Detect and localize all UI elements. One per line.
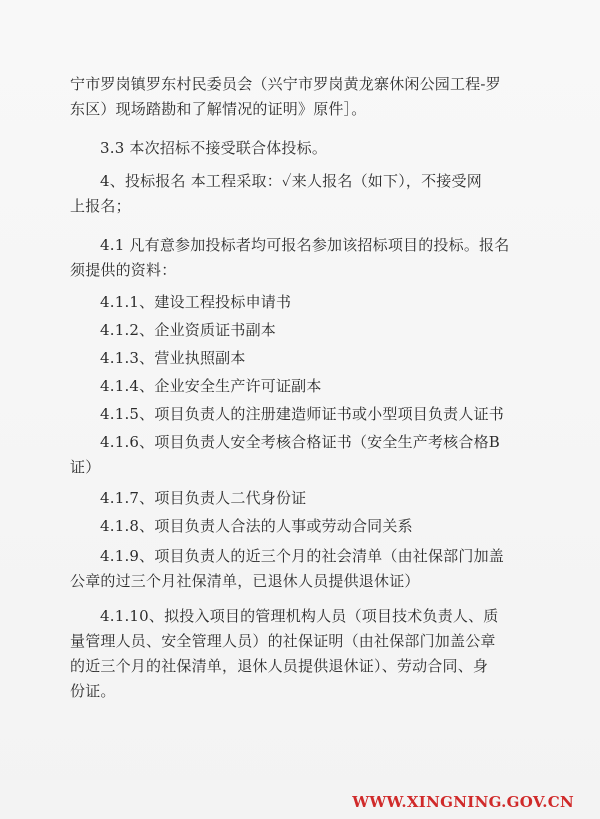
paragraph-site-proof (70, 72, 540, 122)
item-4-1-8 (70, 514, 540, 539)
text-line: 4.1.5、项目负责人的注册建造师证书或小型项目负责人证书 (100, 405, 504, 423)
text-line: 的近三个月的社保清单，退休人员提供退休证）、劳动合同、身 (70, 657, 489, 675)
text-line: 4.1.1、建设工程投标申请书 (100, 293, 292, 311)
item-4-1-1 (70, 290, 540, 315)
item-4-1-7 (70, 486, 540, 511)
footer-site-url: WWW.XINGNING.GOV.CN (352, 793, 574, 811)
item-4-1-9 (70, 544, 540, 594)
item-4-1-6 (70, 430, 540, 480)
text-line: 4.1.4、企业安全生产许可证副本 (100, 377, 322, 395)
text-line: 4、投标报名 本工程采取：✓来人报名（如下），不接受网 (100, 172, 482, 190)
text-line: 东区）现场踏勘和了解情况的证明》原件］。 (70, 100, 367, 118)
text-line: 4.1.6、项目负责人安全考核合格证书（安全生产考核合格B (100, 433, 500, 451)
paragraph-4 (70, 169, 540, 219)
text-line: 4.1.9、项目负责人的近三个月的社会清单（由社保部门加盖 (100, 547, 504, 565)
text-line: 须提供的资料： (70, 261, 177, 279)
paragraph-4-1 (70, 233, 540, 283)
text-line: 上报名； (70, 197, 131, 215)
text-line: 4.1.7、项目负责人二代身份证 (100, 489, 307, 507)
text-line: 4.1.3、营业执照副本 (100, 349, 246, 367)
item-4-1-10 (70, 604, 540, 704)
paragraph-3-3 (70, 136, 540, 161)
item-4-1-4 (70, 374, 540, 399)
item-4-1-3 (70, 346, 540, 371)
text-line: 4.1 凡有意参加投标者均可报名参加该招标项目的投标。报名 (100, 236, 510, 254)
text-line: 4.1.8、项目负责人合法的人事或劳动合同关系 (100, 517, 413, 535)
text-line: 宁市罗岗镇罗东村民委员会（兴宁市罗岗黄龙寨休闲公园工程-罗 (70, 75, 501, 93)
item-4-1-2 (70, 318, 540, 343)
item-4-1-5 (70, 402, 540, 427)
text-line: 公章的过三个月社保清单，已退休人员提供退休证） (70, 572, 420, 590)
text-line: 4.1.10、拟投入项目的管理机构人员（项目技术负责人、质 (100, 607, 499, 625)
text-line: 份证。 (70, 682, 116, 700)
text-line: 4.1.2、企业资质证书副本 (100, 321, 276, 339)
text-line: 证） (70, 458, 101, 476)
text-line: 3.3 本次招标不接受联合体投标。 (100, 139, 328, 157)
text-line: 量管理人员、安全管理人员）的社保证明（由社保部门加盖公章 (70, 632, 496, 650)
